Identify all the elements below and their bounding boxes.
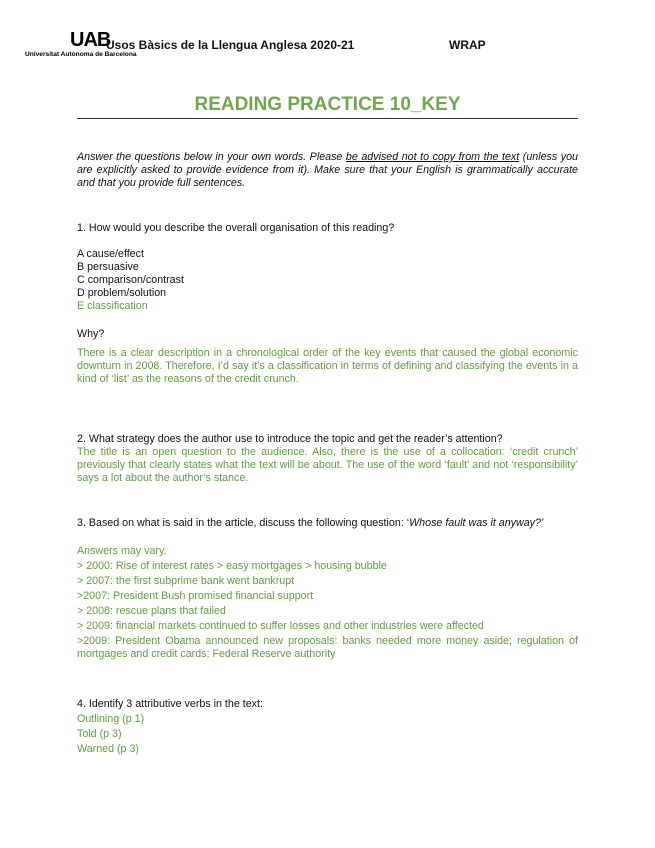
section-label: WRAP	[449, 38, 486, 52]
question-1-options	[77, 248, 578, 313]
instructions-text-1: Answer the questions below in your own words. Please	[77, 151, 346, 163]
event-item: >2007: President Bush promised financial support	[77, 590, 314, 602]
answer-item: Told (p 3)	[77, 728, 122, 740]
option-c: C comparison/contrast	[77, 274, 184, 286]
event-item: > 2009: financial markets continued to suffer losses and other industries were affected	[77, 620, 484, 632]
logo-subtitle: Universitat Autònoma de Barcelona	[25, 51, 137, 58]
instructions	[77, 151, 578, 190]
option-d: D problem/solution	[77, 287, 167, 299]
option-a: A cause/effect	[77, 248, 144, 260]
event-item: > 2000: Rise of interest rates > easy mortgages > housing bubble	[77, 560, 387, 572]
instructions-underlined: be advised not to copy from the text	[345, 151, 520, 163]
question-2: 2. What strategy does the author use to introduce the topic and get the reader’s attention?	[77, 433, 503, 445]
instructions-text-2: (unless you are explicitly asked to provide evidence from it). Make sure that your English is grammatically accurate and that you provide full sentences.	[77, 151, 578, 189]
title-divider	[77, 118, 578, 119]
option-b: B persuasive	[77, 261, 139, 273]
question-4-answers	[77, 713, 578, 756]
course-title: Usos Bàsics de la Llengua Anglesa 2020-21	[106, 38, 355, 52]
page-title: READING PRACTICE 10_KEY	[194, 94, 461, 115]
question-3-text: 3. Based on what is said in the article, discuss the following question: ‘	[77, 517, 410, 529]
why-label: Why?	[77, 328, 105, 340]
event-item: > 2007: the first subprime bank went bankrupt	[77, 575, 295, 587]
option-e-answer: E classification	[77, 300, 148, 312]
question-3-answer	[77, 545, 578, 661]
event-item: >2009: President Obama announced new proposals: banks needed more money aside; regulation of mortgages and credit cards; Federal Reserve authority	[77, 635, 578, 660]
question-4: 4. Identify 3 attributive verbs in the text:	[77, 698, 263, 710]
answer-item: Warned (p 3)	[77, 743, 139, 755]
question-1: 1. How would you describe the overall organisation of this reading?	[77, 222, 395, 234]
why-answer: There is a clear description in a chronological order of the key events that caused the global economic downturn in 2008. Therefore, I’d say it’s a classification in terms of defining and classifying the events in a kind of ‘list’ as the reasons of the credit crunch.	[77, 347, 578, 385]
question-2-answer: The title is an open question to the audience. Also, there is the use of a collocation: ‘credit crunch’ previously that clearly states what the text will be about. The use of the word ‘fault’ and not ‘responsibility’ says a lot about the author’s stance.	[77, 446, 578, 484]
answer-intro: Answers may vary.	[77, 545, 167, 557]
question-3-italic: Whose fault was it anyway?’	[409, 517, 544, 529]
answer-item: Outlining (p 1)	[77, 713, 145, 725]
question-3	[77, 517, 578, 530]
event-item: > 2008: rescue plans that failed	[77, 605, 226, 617]
logo-mark: UAB	[70, 29, 111, 51]
